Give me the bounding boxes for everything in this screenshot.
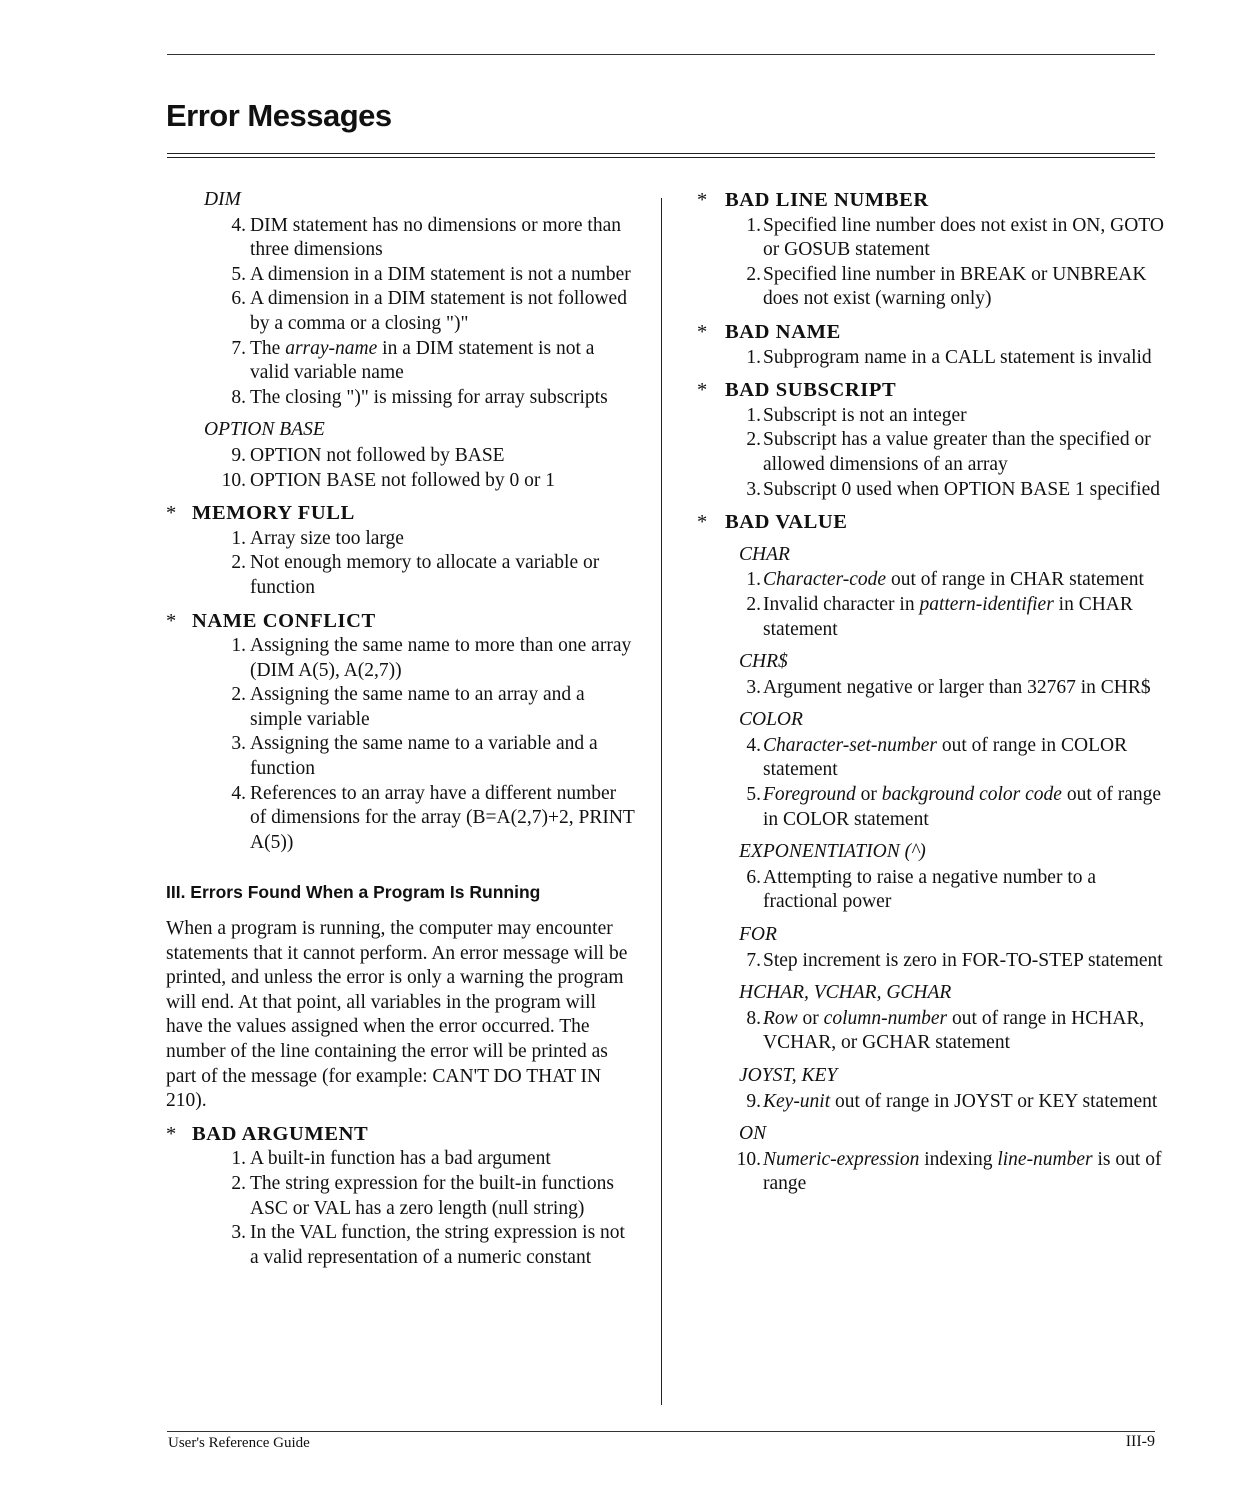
subsection-color: COLOR — [739, 709, 803, 731]
subsection-joyst: JOYST, KEY — [739, 1065, 838, 1086]
subsection-option-base: OPTION BASE — [204, 419, 325, 441]
heading-bad-argument: * BAD ARGUMENT — [166, 1122, 369, 1145]
list-item: 5. Foreground or background color code out of range in COLOR statement — [746, 784, 1162, 830]
list-item: 4. References to an array have a different number of dimensions for the array (B=A(2,7)+2, PRINT A(5)) — [231, 782, 635, 853]
column-divider — [661, 198, 662, 1405]
subsection-chrs: CHR$ — [739, 651, 788, 673]
list-item: 5. A dimension in a DIM statement is not a number — [231, 263, 631, 285]
list-item: 1. Subprogram name in a CALL statement is invalid — [746, 346, 1152, 368]
list-item: 7. Step increment is zero in FOR-TO-STEP statement — [746, 949, 1163, 971]
list-item: 2. Invalid character in pattern-identifier in CHAR statement — [746, 593, 1133, 640]
list-item: 2. Subscript has a value greater than the specified or allowed dimensions of an array — [746, 429, 1151, 475]
list-item: 3. Argument negative or larger than 32767 in CHR$ — [746, 676, 1151, 698]
list-item: 2. The string expression for the built-in functions ASC or VAL has a zero length (null string) — [231, 1172, 614, 1219]
right-column — [697, 188, 1167, 1197]
heading-bad-line-number: * BAD LINE NUMBER — [697, 189, 929, 211]
section-paragraph: When a program is running, the computer may encounter statements that it cannot perform. An error message will be printed, and unless the error is only a warning the program will end. At that point, all variables in the program will have the values assigned when the error occurred. The number of the line containing the error will be printed as part of the message (for example: CAN'T DO THAT IN 210). — [166, 918, 628, 1112]
list-item: 2. Specified line number in BREAK or UNBREAK does not exist (warning only) — [746, 263, 1147, 310]
subsection-for: FOR — [739, 924, 777, 946]
list-item: 3. Assigning the same name to a variable and a function — [231, 733, 598, 780]
top-rule — [167, 54, 1155, 55]
subsection-hchar: HCHAR, VCHAR, GCHAR — [739, 982, 952, 1004]
list-item: 1. A built-in function has a bad argument — [231, 1148, 551, 1170]
heading-name-conflict: * NAME CONFLICT — [166, 609, 376, 632]
list-item: 7. The array-name in a DIM statement is not a valid variable name — [231, 337, 595, 384]
section-heading-runtime-errors: III. Errors Found When a Program Is Running — [166, 882, 541, 903]
list-item: 1. Character-code out of range in CHAR statement — [746, 569, 1144, 591]
list-item: 6. A dimension in a DIM statement is not followed by a comma or a closing ")" — [231, 288, 627, 334]
left-column — [166, 188, 636, 1270]
title-double-rule — [167, 153, 1155, 158]
heading-memory-full: * MEMORY FULL — [166, 502, 355, 525]
footer-book-title: User's Reference Guide — [168, 1435, 310, 1451]
list-item: 2. Assigning the same name to an array and a simple variable — [231, 684, 585, 730]
list-item: 8. Row or column-number out of range in HCHAR, VCHAR, or GCHAR statement — [746, 1007, 1145, 1054]
list-item: 1. Specified line number does not exist in ON, GOTO or GOSUB statement — [746, 214, 1164, 261]
list-item: 3. In the VAL function, the string expression is not a valid representation of a numeric constant — [231, 1222, 625, 1268]
subsection-char: CHAR — [739, 543, 790, 565]
list-item: 6. Attempting to raise a negative number to a fractional power — [746, 866, 1097, 913]
list-item: 1. Subscript is not an integer — [746, 404, 967, 426]
heading-bad-value: * BAD VALUE — [697, 511, 848, 534]
heading-bad-name: * BAD NAME — [697, 320, 841, 343]
list-item: 10. OPTION BASE not followed by 0 or 1 — [221, 469, 555, 491]
footer-rule — [167, 1431, 1155, 1432]
subsection-exponentiation: EXPONENTIATION (^) — [739, 841, 926, 863]
list-item: 1. Assigning the same name to more than one array (DIM A(5), A(2,7)) — [231, 635, 632, 681]
list-item: 3. Subscript 0 used when OPTION BASE 1 specified — [746, 478, 1160, 500]
subsection-on: ON — [739, 1123, 767, 1145]
list-item: 2. Not enough memory to allocate a variable or function — [231, 552, 600, 598]
footer-page-number: III-9 — [1125, 1433, 1155, 1450]
list-item: 9. Key-unit out of range in JOYST or KEY statement — [746, 1090, 1158, 1112]
list-item: 10. Numeric-expression indexing line-number is out of range — [736, 1148, 1162, 1195]
subsection-dim: DIM — [204, 189, 241, 210]
heading-bad-subscript: * BAD SUBSCRIPT — [697, 379, 897, 402]
list-item: 8. The closing ")" is missing for array subscripts — [231, 386, 608, 408]
list-item: 1. Array size too large — [231, 527, 404, 549]
list-item: 9. OPTION not followed by BASE — [231, 444, 505, 466]
list-item: 4. DIM statement has no dimensions or more than three dimensions — [231, 214, 621, 261]
list-item: 4. Character-set-number out of range in COLOR statement — [746, 734, 1128, 781]
page-title: Error Messages — [166, 98, 392, 133]
